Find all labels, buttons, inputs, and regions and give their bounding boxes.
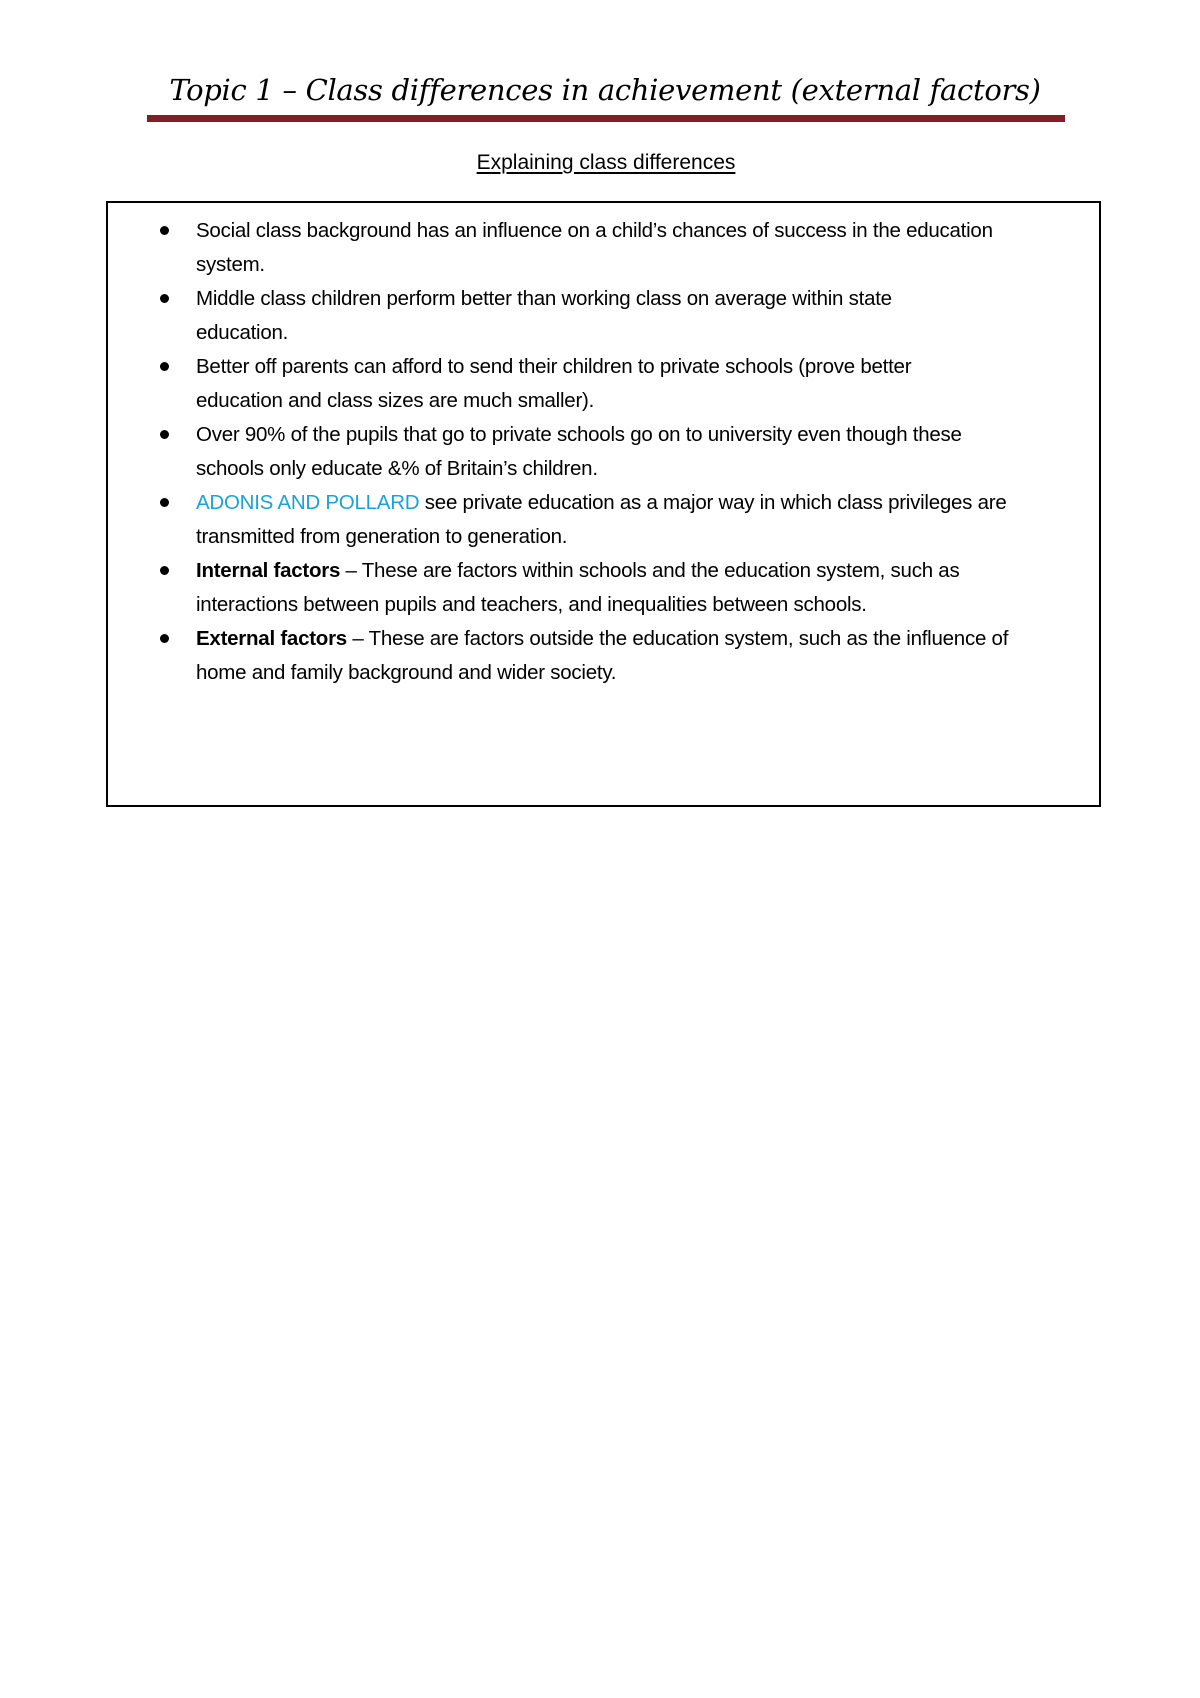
bullet-line: education and class sizes are much smaller). bbox=[196, 389, 595, 412]
bullet-icon bbox=[160, 634, 169, 643]
bullet-item-external-factors bbox=[108, 622, 1106, 690]
bullet-icon bbox=[160, 566, 169, 575]
bullet-item-private-schools bbox=[108, 350, 1106, 418]
bullet-icon bbox=[160, 294, 169, 303]
bullet-line bbox=[196, 622, 1106, 656]
bullet-icon bbox=[160, 362, 169, 371]
bullet-line: transmitted from generation to generation. bbox=[196, 525, 568, 548]
bullet-line: interactions between pupils and teachers, and inequalities between schools. bbox=[196, 593, 867, 616]
bullet-line: Better off parents can afford to send their children to private schools (prove better bbox=[196, 355, 912, 378]
bullet-item-university bbox=[108, 418, 1106, 486]
bullet-icon bbox=[160, 498, 169, 507]
bullet-line: Middle class children perform better than working class on average within state bbox=[196, 287, 892, 310]
bullet-text: – These are factors within schools and the education system, such as bbox=[340, 559, 960, 582]
bullet-line bbox=[196, 554, 1106, 588]
bullet-item-adonis-pollard bbox=[108, 486, 1106, 554]
bullet-item-internal-factors bbox=[108, 554, 1106, 622]
bullet-icon bbox=[160, 226, 169, 235]
highlight-name: ADONIS AND POLLARD bbox=[196, 491, 420, 514]
bullet-text: – These are factors outside the education system, such as the influence of bbox=[346, 627, 1009, 650]
term-label: Internal factors bbox=[196, 559, 341, 582]
bullet-line: education. bbox=[196, 321, 289, 344]
bullet-line: Social class background has an influence on a child’s chances of success in the education bbox=[196, 219, 993, 242]
bullet-line bbox=[196, 486, 1106, 520]
bullet-line: schools only educate &% of Britain’s children. bbox=[196, 457, 598, 480]
bullet-item-social-class bbox=[108, 214, 1106, 282]
term-label: External factors bbox=[196, 627, 347, 650]
bullet-item-middle-class bbox=[108, 282, 1106, 350]
bullet-list bbox=[108, 214, 1106, 690]
page-title: Topic 1 – Class differences in achievement (external factors) bbox=[169, 73, 1041, 107]
section-heading: Explaining class differences bbox=[476, 151, 736, 174]
title-rule bbox=[147, 115, 1065, 122]
notes-box bbox=[106, 201, 1101, 807]
bullet-line: system. bbox=[196, 253, 265, 276]
bullet-line: home and family background and wider society. bbox=[196, 661, 617, 684]
bullet-line: Over 90% of the pupils that go to private schools go on to university even though these bbox=[196, 423, 962, 446]
bullet-icon bbox=[160, 430, 169, 439]
bullet-text: see private education as a major way in which class privileges are bbox=[419, 491, 1007, 514]
